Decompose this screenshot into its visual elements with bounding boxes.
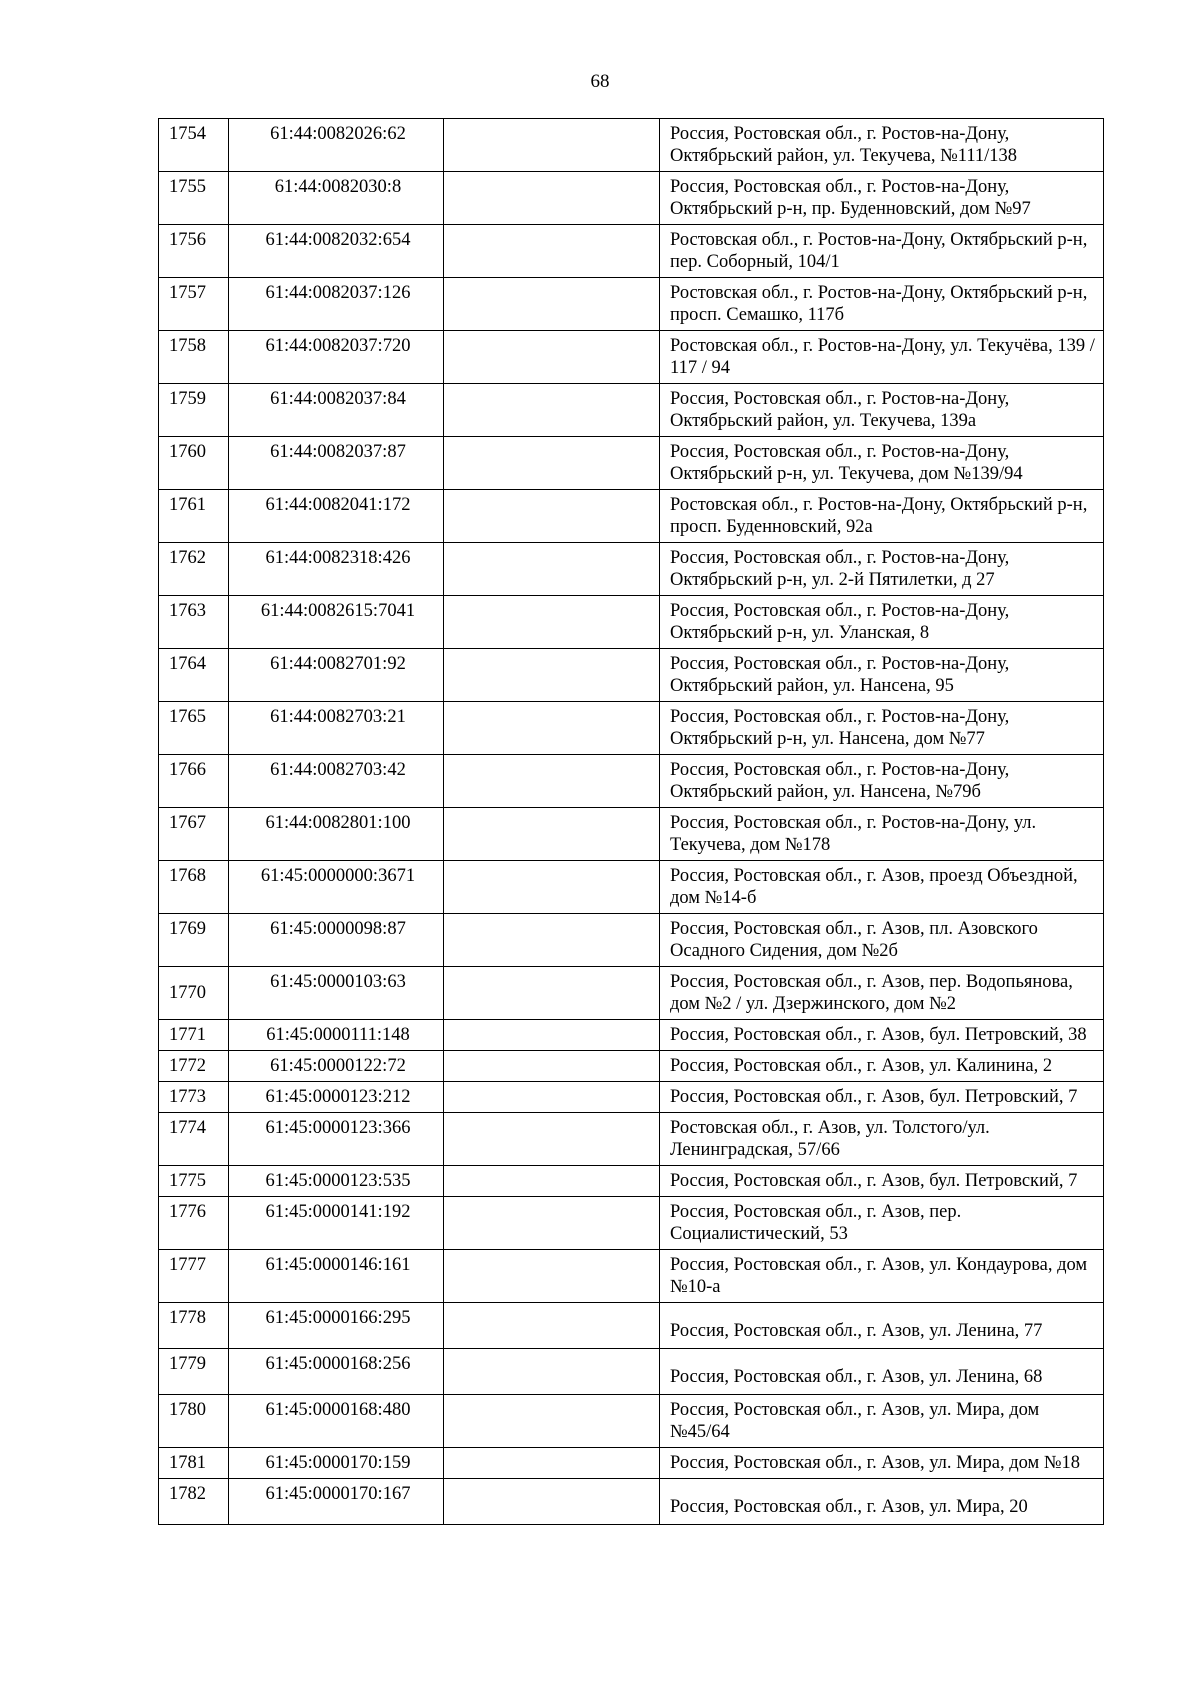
- cadastral-number-cell: 61:44:0082037:87: [229, 437, 444, 490]
- table-row: [159, 1479, 1104, 1525]
- address-cell: Ростовская обл., г. Ростов-на-Дону, Октябрьский р-н, просп. Семашко, 117б: [660, 278, 1104, 331]
- address-cell: Ростовская обл., г. Ростов-на-Дону, Октябрьский р-н, пер. Соборный, 104/1: [660, 225, 1104, 278]
- row-number-cell: 1762: [159, 543, 229, 596]
- cadastral-number-cell: 61:45:0000000:3671: [229, 861, 444, 914]
- table-row: [159, 1051, 1104, 1082]
- address-cell: Россия, Ростовская обл., г. Ростов-на-Дону, Октябрьский р-н, ул. Нансена, дом №77: [660, 702, 1104, 755]
- cadastral-number-cell: 61:45:0000168:256: [229, 1349, 444, 1395]
- empty-cell: [444, 1349, 660, 1395]
- cadastral-number-cell: 61:45:0000123:366: [229, 1113, 444, 1166]
- address-cell: Ростовская обл., г. Ростов-на-Дону, ул. Текучёва, 139 / 117 / 94: [660, 331, 1104, 384]
- cadastral-number-cell: 61:44:0082701:92: [229, 649, 444, 702]
- table-row: [159, 1166, 1104, 1197]
- table-row: [159, 1395, 1104, 1448]
- table-row: [159, 278, 1104, 331]
- empty-cell: [444, 225, 660, 278]
- empty-cell: [444, 914, 660, 967]
- row-number-cell: 1767: [159, 808, 229, 861]
- address-cell: Россия, Ростовская обл., г. Ростов-на-Дону, Октябрьский район, ул. Текучева, №111/138: [660, 119, 1104, 172]
- row-number-cell: 1782: [159, 1479, 229, 1525]
- empty-cell: [444, 596, 660, 649]
- table-row: [159, 596, 1104, 649]
- cadastral-number-cell: 61:45:0000123:535: [229, 1166, 444, 1197]
- address-cell: Россия, Ростовская обл., г. Азов, ул. Ленина, 77: [660, 1303, 1104, 1349]
- empty-cell: [444, 1250, 660, 1303]
- address-cell: Россия, Ростовская обл., г. Азов, бул. Петровский, 7: [660, 1166, 1104, 1197]
- address-cell: Россия, Ростовская обл., г. Ростов-на-Дону, Октябрьский р-н, пр. Буденновский, дом №97: [660, 172, 1104, 225]
- address-cell: Россия, Ростовская обл., г. Азов, ул. Мира, дом №18: [660, 1448, 1104, 1479]
- table-row: [159, 384, 1104, 437]
- row-number-cell: 1774: [159, 1113, 229, 1166]
- row-number-cell: 1772: [159, 1051, 229, 1082]
- row-number-cell: 1756: [159, 225, 229, 278]
- row-number-cell: 1766: [159, 755, 229, 808]
- row-number-cell: 1760: [159, 437, 229, 490]
- address-cell: Россия, Ростовская обл., г. Азов, ул. Ленина, 68: [660, 1349, 1104, 1395]
- table-row: [159, 1020, 1104, 1051]
- cadastral-number-cell: 61:44:0082703:21: [229, 702, 444, 755]
- empty-cell: [444, 119, 660, 172]
- cadastral-number-cell: 61:45:0000098:87: [229, 914, 444, 967]
- table-row: [159, 543, 1104, 596]
- cadastral-number-cell: 61:45:0000122:72: [229, 1051, 444, 1082]
- empty-cell: [444, 702, 660, 755]
- row-number-cell: 1758: [159, 331, 229, 384]
- address-cell: Ростовская обл., г. Ростов-на-Дону, Октябрьский р-н, просп. Буденновский, 92а: [660, 490, 1104, 543]
- address-cell: Россия, Ростовская обл., г. Азов, бул. Петровский, 38: [660, 1020, 1104, 1051]
- address-cell: Россия, Ростовская обл., г. Азов, пер. Социалистический, 53: [660, 1197, 1104, 1250]
- empty-cell: [444, 1479, 660, 1525]
- row-number-cell: 1773: [159, 1082, 229, 1113]
- row-number-cell: 1763: [159, 596, 229, 649]
- property-registry-table: [158, 118, 1104, 1525]
- address-cell: Россия, Ростовская обл., г. Ростов-на-Дону, Октябрьский р-н, ул. 2-й Пятилетки, д 27: [660, 543, 1104, 596]
- cadastral-number-cell: 61:44:0082041:172: [229, 490, 444, 543]
- row-number-cell: 1778: [159, 1303, 229, 1349]
- address-cell: Россия, Ростовская обл., г. Ростов-на-Дону, Октябрьский р-н, ул. Текучева, дом №139/94: [660, 437, 1104, 490]
- cadastral-number-cell: 61:45:0000168:480: [229, 1395, 444, 1448]
- row-number-cell: 1781: [159, 1448, 229, 1479]
- table-row: [159, 967, 1104, 1020]
- cadastral-number-cell: 61:45:0000103:63: [229, 967, 444, 1020]
- row-number-cell: 1780: [159, 1395, 229, 1448]
- row-number-cell: 1770: [159, 967, 229, 1020]
- cadastral-number-cell: 61:45:0000170:159: [229, 1448, 444, 1479]
- row-number-cell: 1775: [159, 1166, 229, 1197]
- empty-cell: [444, 1197, 660, 1250]
- cadastral-number-cell: 61:44:0082703:42: [229, 755, 444, 808]
- registry-body: [159, 119, 1104, 1525]
- empty-cell: [444, 1020, 660, 1051]
- row-number-cell: 1777: [159, 1250, 229, 1303]
- empty-cell: [444, 384, 660, 437]
- address-cell: Россия, Ростовская обл., г. Азов, ул. Калинина, 2: [660, 1051, 1104, 1082]
- table-row: [159, 119, 1104, 172]
- table-row: [159, 861, 1104, 914]
- cadastral-number-cell: 61:45:0000123:212: [229, 1082, 444, 1113]
- empty-cell: [444, 1448, 660, 1479]
- address-cell: Россия, Ростовская обл., г. Ростов-на-Дону, Октябрьский р-н, ул. Уланская, 8: [660, 596, 1104, 649]
- empty-cell: [444, 543, 660, 596]
- table-row: [159, 490, 1104, 543]
- cadastral-number-cell: 61:44:0082026:62: [229, 119, 444, 172]
- cadastral-number-cell: 61:44:0082037:126: [229, 278, 444, 331]
- empty-cell: [444, 808, 660, 861]
- cadastral-number-cell: 61:44:0082037:84: [229, 384, 444, 437]
- address-cell: Россия, Ростовская обл., г. Ростов-на-Дону, Октябрьский район, ул. Нансена, №79б: [660, 755, 1104, 808]
- empty-cell: [444, 1082, 660, 1113]
- address-cell: Россия, Ростовская обл., г. Азов, ул. Мира, 20: [660, 1479, 1104, 1525]
- page-number: 68: [590, 71, 610, 92]
- address-cell: Россия, Ростовская обл., г. Ростов-на-Дону, Октябрьский район, ул. Нансена, 95: [660, 649, 1104, 702]
- address-cell: Россия, Ростовская обл., г. Азов, пер. Водопьянова, дом №2 / ул. Дзержинского, дом №2: [660, 967, 1104, 1020]
- cadastral-number-cell: 61:45:0000141:192: [229, 1197, 444, 1250]
- empty-cell: [444, 649, 660, 702]
- table-row: [159, 1113, 1104, 1166]
- row-number-cell: 1757: [159, 278, 229, 331]
- row-number-cell: 1759: [159, 384, 229, 437]
- table-row: [159, 1250, 1104, 1303]
- cadastral-number-cell: 61:44:0082318:426: [229, 543, 444, 596]
- row-number-cell: 1769: [159, 914, 229, 967]
- table-row: [159, 437, 1104, 490]
- empty-cell: [444, 278, 660, 331]
- table-row: [159, 1082, 1104, 1113]
- empty-cell: [444, 1395, 660, 1448]
- empty-cell: [444, 490, 660, 543]
- empty-cell: [444, 1113, 660, 1166]
- table-row: [159, 914, 1104, 967]
- address-cell: Россия, Ростовская обл., г. Ростов-на-Дону, Октябрьский район, ул. Текучева, 139а: [660, 384, 1104, 437]
- table-row: [159, 702, 1104, 755]
- empty-cell: [444, 967, 660, 1020]
- cadastral-number-cell: 61:45:0000111:148: [229, 1020, 444, 1051]
- table-row: [159, 1197, 1104, 1250]
- empty-cell: [444, 1051, 660, 1082]
- empty-cell: [444, 1166, 660, 1197]
- empty-cell: [444, 437, 660, 490]
- row-number-cell: 1755: [159, 172, 229, 225]
- table-row: [159, 1303, 1104, 1349]
- table-row: [159, 331, 1104, 384]
- cadastral-number-cell: 61:44:0082037:720: [229, 331, 444, 384]
- empty-cell: [444, 1303, 660, 1349]
- row-number-cell: 1761: [159, 490, 229, 543]
- table-row: [159, 808, 1104, 861]
- table-row: [159, 755, 1104, 808]
- empty-cell: [444, 331, 660, 384]
- table-row: [159, 172, 1104, 225]
- row-number-cell: 1764: [159, 649, 229, 702]
- address-cell: Россия, Ростовская обл., г. Азов, проезд Объездной, дом №14-б: [660, 861, 1104, 914]
- row-number-cell: 1779: [159, 1349, 229, 1395]
- cadastral-number-cell: 61:44:0082615:7041: [229, 596, 444, 649]
- row-number-cell: 1765: [159, 702, 229, 755]
- row-number-cell: 1771: [159, 1020, 229, 1051]
- cadastral-number-cell: 61:45:0000166:295: [229, 1303, 444, 1349]
- address-cell: Россия, Ростовская обл., г. Азов, бул. Петровский, 7: [660, 1082, 1104, 1113]
- row-number-cell: 1776: [159, 1197, 229, 1250]
- table-row: [159, 649, 1104, 702]
- cadastral-number-cell: 61:44:0082030:8: [229, 172, 444, 225]
- cadastral-number-cell: 61:44:0082032:654: [229, 225, 444, 278]
- address-cell: Россия, Ростовская обл., г. Азов, ул. Кондаурова, дом №10-а: [660, 1250, 1104, 1303]
- empty-cell: [444, 172, 660, 225]
- address-cell: Россия, Ростовская обл., г. Азов, ул. Мира, дом №45/64: [660, 1395, 1104, 1448]
- row-number-cell: 1754: [159, 119, 229, 172]
- row-number-cell: 1768: [159, 861, 229, 914]
- address-cell: Россия, Ростовская обл., г. Ростов-на-Дону, ул. Текучева, дом №178: [660, 808, 1104, 861]
- empty-cell: [444, 861, 660, 914]
- cadastral-number-cell: 61:45:0000146:161: [229, 1250, 444, 1303]
- address-cell: Ростовская обл., г. Азов, ул. Толстого/ул. Ленинградская, 57/66: [660, 1113, 1104, 1166]
- table-row: [159, 225, 1104, 278]
- cadastral-number-cell: 61:45:0000170:167: [229, 1479, 444, 1525]
- table-row: [159, 1448, 1104, 1479]
- address-cell: Россия, Ростовская обл., г. Азов, пл. Азовского Осадного Сидения, дом №2б: [660, 914, 1104, 967]
- table-row: [159, 1349, 1104, 1395]
- empty-cell: [444, 755, 660, 808]
- cadastral-number-cell: 61:44:0082801:100: [229, 808, 444, 861]
